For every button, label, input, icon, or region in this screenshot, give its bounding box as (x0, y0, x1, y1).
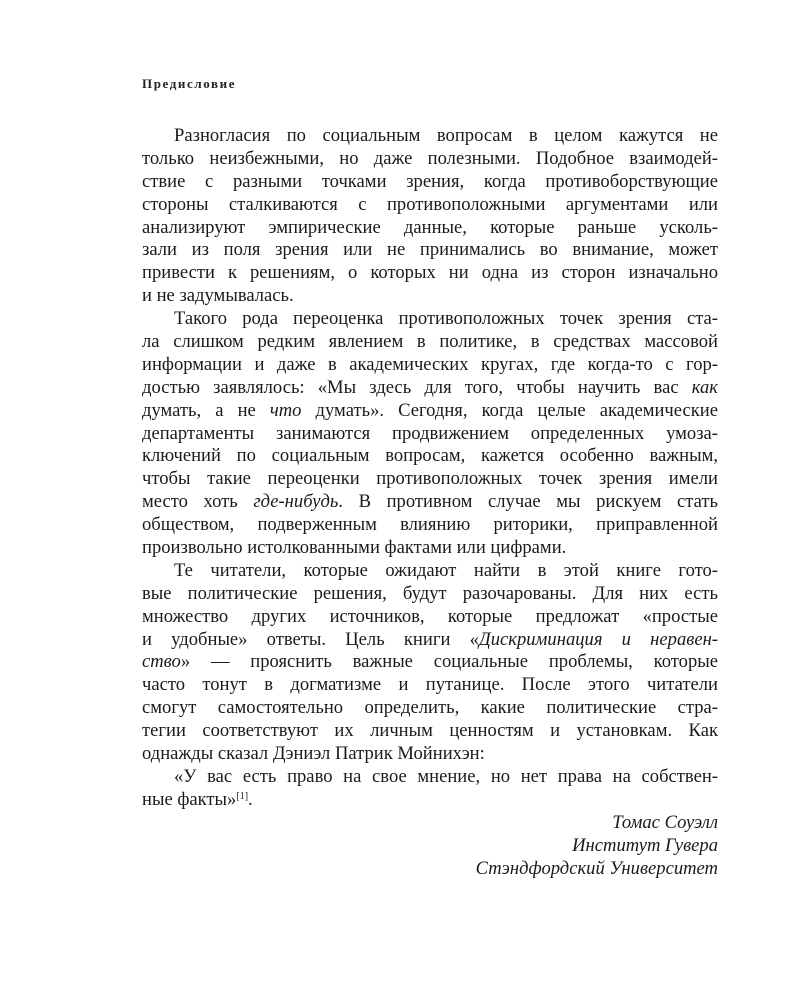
text-line: чтобы такие переоценки противоположных точек зрения имели (142, 468, 718, 490)
text-segment: » — прояснить важные социальные проблемы, которые (180, 651, 718, 673)
text-line: ла слишком редким явлением в политике, в средствах массовой (142, 331, 718, 353)
text-segment: и удобные» ответы. Цель книги « (142, 628, 479, 650)
emphasis: как (691, 376, 718, 398)
text-line-with-footnote (142, 789, 718, 812)
text-segment: достью заявлялось: «Мы здесь для того, чтобы научить вас (142, 376, 679, 398)
text-line: смогут самостоятельно определить, какие политические стра- (142, 697, 718, 719)
paragraph-1 (142, 125, 718, 308)
text-segment: . (248, 788, 253, 810)
text-line: ключений по социальным вопросам, кажется особенно важным, (142, 445, 718, 467)
text-segment: . В противном случае мы рискуем стать (338, 491, 718, 513)
footnote-ref[interactable]: [1] (236, 790, 249, 802)
text-line: тегии соответствуют их личным ценностям и установкам. Как (142, 720, 718, 742)
running-header: Предисловие (142, 76, 237, 91)
text-line: часто тонут в догматизме и путанице. После этого читатели (142, 674, 718, 696)
author-name: Томас Соуэлл (612, 811, 718, 833)
text-segment: думать». Сегодня, когда целые академические (315, 399, 718, 421)
text-segment: думать, а не (142, 399, 256, 421)
text-line-with-emphasis (142, 651, 718, 674)
author-university: Стэндфордский Университет (475, 857, 718, 879)
text-line: ствие с разными точками зрения, когда противоборствующие (142, 170, 718, 192)
text-segment: место хоть (142, 491, 238, 513)
text-line: департаменты занимаются продвижением определенных умоза- (142, 422, 718, 444)
book-title: Дискриминация и неравен- (478, 628, 718, 650)
text-segment: ные факты» (142, 788, 237, 810)
emphasis: что (269, 399, 302, 421)
author-institution: Институт Гувера (572, 834, 718, 856)
text-line: и не задумывалась. (142, 285, 294, 307)
text-line-with-emphasis (142, 491, 718, 514)
signature-block (142, 812, 718, 881)
paragraph-2 (142, 308, 718, 560)
text-line: информации и даже в академических кругах, где когда-то с гор- (142, 353, 718, 375)
text-line-with-emphasis (142, 377, 718, 400)
emphasis: где-нибудь (253, 491, 339, 513)
text-line: вые политические решения, будут разочарованы. Для них есть (142, 582, 718, 604)
text-line-with-emphasis (142, 400, 718, 423)
text-line: анализируют эмпирические данные, которые раньше усколь- (142, 216, 718, 238)
text-line: стороны сталкиваются с противоположными аргументами или (142, 193, 718, 215)
preface-text (142, 125, 718, 880)
text-line: обществом, подверженным влиянию риторики, приправленной (142, 514, 718, 536)
text-line: «У вас есть право на свое мнение, но нет права на собствен- (174, 765, 718, 787)
text-line-with-emphasis (142, 629, 718, 652)
text-line: произвольно истолкованными фактами или цифрами. (142, 537, 567, 559)
book-title: ство (142, 651, 181, 673)
text-line: Такого рода переоценка противоположных точек зрения ста- (174, 308, 718, 330)
text-line: Разногласия по социальным вопросам в целом кажутся не (174, 125, 718, 146)
text-line: однажды сказал Дэниэл Патрик Мойнихэн: (142, 743, 485, 765)
text-line: множество других источников, которые предложат «простые (142, 605, 718, 627)
text-line: зали из поля зрения или не принимались во внимание, может (142, 239, 718, 261)
text-line: только неизбежными, но даже полезными. Подобное взаимодей- (142, 147, 718, 169)
text-line: Те читатели, которые ожидают найти в этой книге гото- (174, 559, 718, 581)
text-line: привести к решениям, о которых ни одна из сторон изначально (142, 262, 718, 284)
paragraph-3 (142, 560, 718, 766)
paragraph-4 (142, 766, 718, 812)
